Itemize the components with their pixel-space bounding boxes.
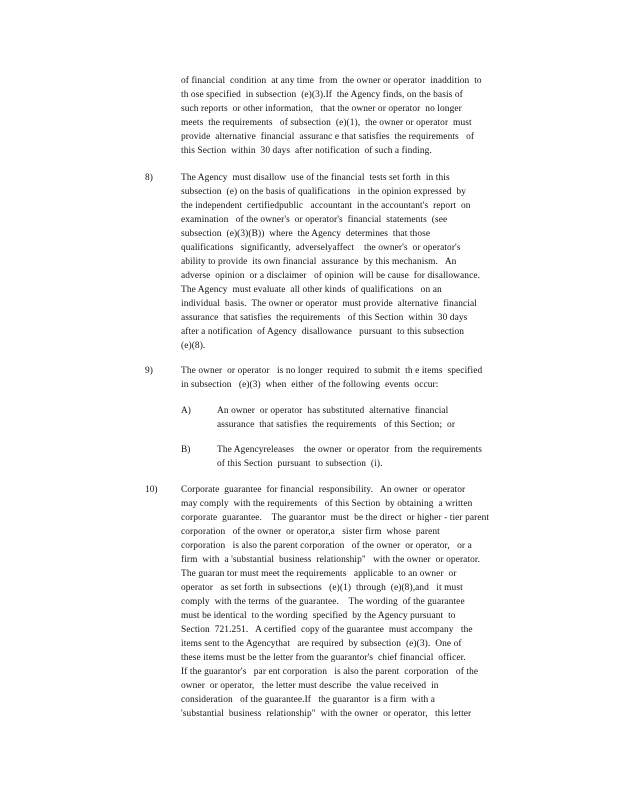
text-line: consideration of the guarantee.If the guarantor is a firm with a [181,695,436,705]
text-line: meets the requirements of subsection (e)(1), the owner or operator must [181,118,472,128]
item-label: 9) [145,366,153,376]
text-line: The Agency must evaluate all other kinds of qualifications on an [181,285,442,295]
text-line: this Section within 30 days after notification of such a finding. [181,146,432,156]
text-line: The Agencyreleases the owner or operator from the requirements [217,445,483,455]
text-line: Section 721.251. A certified copy of the guarantee must accompany the [181,625,473,635]
text-line: provide alternative financial assuranc e that satisfies the requirements of [181,132,475,142]
text-line: after a notification of Agency disallowance pursuant to this subsection [181,327,465,337]
text-line: ability to provide its own financial assurance by this mechanism. An [181,257,457,267]
text-line: subsection (e) on the basis of qualifications in the opinion expressed by [181,187,466,197]
text-line: of this Section pursuant to subsection (i). [217,459,383,469]
text-line: may comply with the requirements of this Section by obtaining a written [181,499,473,509]
subitem-label: B) [181,445,191,455]
text-line: If the guarantor's par ent corporation is also the parent corporation of the [181,667,479,677]
text-line: such reports or other information, that the owner or operator no longer [181,104,462,114]
text-line: owner or operator, the letter must describe the value received in [181,681,439,691]
text-line: 'substantial business relationship" with the owner or operator, this letter [181,709,472,719]
text-line: adverse opinion or a disclaimer of opinion will be cause for disallowance. [181,271,481,281]
text-line: The Agency must disallow use of the financial tests set forth in this [181,173,450,183]
text-line: assurance that satisfies the requirements of this Section; or [217,420,456,430]
item-label: 8) [145,173,153,183]
text-line: these items must be the letter from the guarantor's chief financial officer. [181,653,466,663]
text-line: th ose specified in subsection (e)(3).If the Agency finds, on the basis of [181,90,463,100]
text-line: items sent to the Agencythat are required by subsection (e)(3). One of [181,639,462,649]
text-line: operator as set forth in subsections (e)(1) through (e)(8),and it must [181,583,463,593]
text-line: firm with a 'substantial business relationship" with the owner or operator. [181,555,481,565]
text-line: (e)(8). [181,341,206,351]
text-line: examination of the owner's or operator's financial statements (see [181,215,448,225]
text-line: individual basis. The owner or operator must provide alternative financial [181,299,477,309]
text-line: The guaran tor must meet the requirements applicable to an owner or [181,569,457,579]
text-line: Corporate guarantee for financial responsibility. An owner or operator [181,485,466,495]
text-line: corporate guarantee. The guarantor must be the direct or higher - tier parent [181,513,490,523]
text-line: comply with the terms of the guarantee. The wording of the guarantee [181,597,465,607]
item-label: 10) [145,485,158,495]
text-line: qualifications significantly, adverselyaffect the owner's or operator's [181,243,461,253]
text-line: in subsection (e)(3) when either of the following events occur: [181,380,439,390]
text-line: An owner or operator has substituted alternative financial [217,406,449,416]
text-line: must be identical to the wording specified by the Agency pursuant to [181,611,456,621]
text-line: corporation is also the parent corporation of the owner or operator, or a [181,541,472,551]
text-line: subsection (e)(3)(B)) where the Agency determines that those [181,229,431,239]
text-line: assurance that satisfies the requirements of this Section within 30 days [181,313,468,323]
text-line: corporation of the owner or operator,a sister firm whose parent [181,527,440,537]
text-line: of financial condition at any time from the owner or operator inaddition to [181,76,482,86]
text-line: The owner or operator is no longer required to submit th e items specified [181,366,483,376]
text-line: the independent certifiedpublic accountant in the accountant's report on [181,201,471,211]
subitem-label: A) [181,406,191,416]
